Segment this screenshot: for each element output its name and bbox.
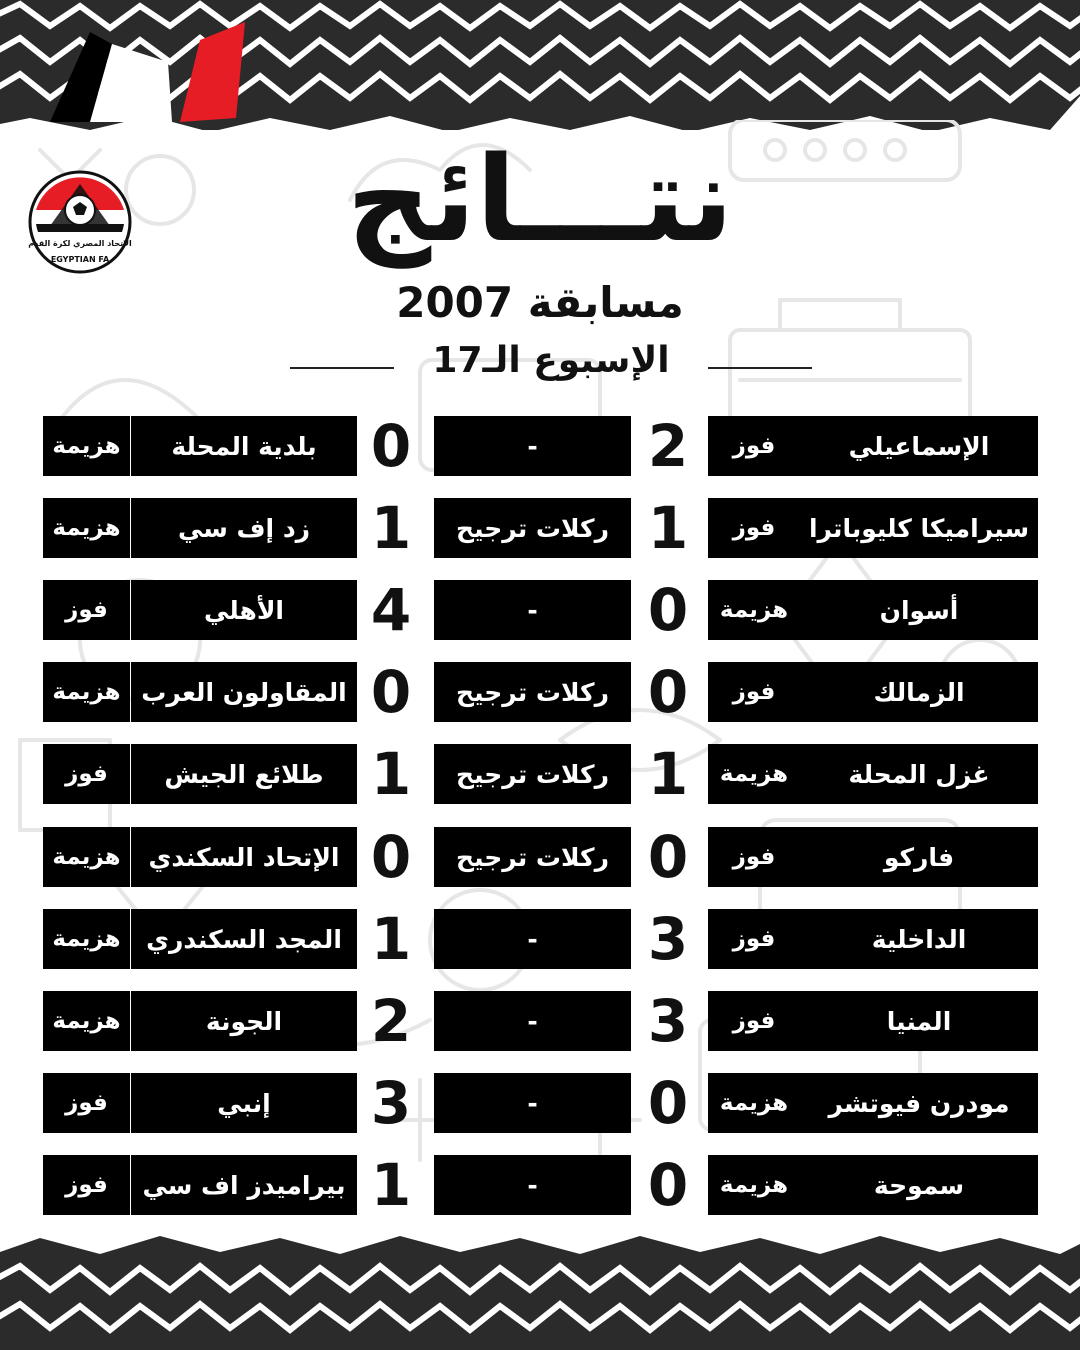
away-score: 4: [370, 576, 412, 644]
home-result: فوز: [708, 498, 800, 558]
home-score: 0: [647, 658, 689, 726]
match-row: [43, 740, 1038, 808]
home-score: 1: [647, 740, 689, 808]
home-result: فوز: [708, 827, 800, 887]
match-note: -: [434, 909, 631, 969]
home-result: فوز: [708, 909, 800, 969]
away-result: هزيمة: [43, 909, 130, 969]
away-team: طلائع الجيش: [131, 744, 357, 804]
match-row: [43, 494, 1038, 562]
home-result: هزيمة: [708, 580, 800, 640]
match-note: ركلات ترجيح: [434, 744, 631, 804]
week-label: الإسبوع الـ17: [432, 340, 670, 381]
home-team: الإسماعيلي: [800, 416, 1038, 476]
away-score: 2: [370, 987, 412, 1055]
away-score: 3: [370, 1069, 412, 1137]
match-row: [43, 412, 1038, 480]
match-note: -: [434, 991, 631, 1051]
away-score: 0: [370, 412, 412, 480]
away-result: فوز: [43, 1073, 130, 1133]
home-score: 2: [647, 412, 689, 480]
match-row: [43, 576, 1038, 644]
away-score: 1: [370, 905, 412, 973]
home-team: الزمالك: [800, 662, 1038, 722]
away-score: 0: [370, 658, 412, 726]
home-result: فوز: [708, 991, 800, 1051]
home-score: 0: [647, 1069, 689, 1137]
egypt-flag-icon: [50, 22, 245, 122]
home-team: أسوان: [800, 580, 1038, 640]
away-team: المجد السكندري: [131, 909, 357, 969]
home-team: فاركو: [800, 827, 1038, 887]
home-score: 1: [647, 494, 689, 562]
match-row: [43, 905, 1038, 973]
match-row: [43, 1151, 1038, 1219]
away-team: زد إف سي: [131, 498, 357, 558]
away-result: هزيمة: [43, 662, 130, 722]
match-row: [43, 658, 1038, 726]
match-row: [43, 987, 1038, 1055]
home-score: 3: [647, 987, 689, 1055]
home-score: 0: [647, 576, 689, 644]
bottom-zigzag-band: [0, 1230, 1080, 1350]
divider-right: [708, 367, 812, 369]
away-score: 0: [370, 823, 412, 891]
away-score: 1: [370, 1151, 412, 1219]
away-team: الجونة: [131, 991, 357, 1051]
away-team: بلدية المحلة: [131, 416, 357, 476]
away-result: هزيمة: [43, 991, 130, 1051]
away-result: فوز: [43, 580, 130, 640]
home-score: 3: [647, 905, 689, 973]
match-row: [43, 823, 1038, 891]
home-score: 0: [647, 1151, 689, 1219]
away-result: هزيمة: [43, 827, 130, 887]
home-result: هزيمة: [708, 1155, 800, 1215]
away-score: 1: [370, 740, 412, 808]
home-team: مودرن فيوتشر: [800, 1073, 1038, 1133]
match-note: -: [434, 1155, 631, 1215]
home-result: هزيمة: [708, 744, 800, 804]
match-note: ركلات ترجيح: [434, 498, 631, 558]
competition-label: مسابقة 2007: [396, 278, 684, 327]
away-result: هزيمة: [43, 498, 130, 558]
match-note: ركلات ترجيح: [434, 827, 631, 887]
away-result: فوز: [43, 1155, 130, 1215]
home-result: فوز: [708, 416, 800, 476]
home-result: هزيمة: [708, 1073, 800, 1133]
home-team: المنيا: [800, 991, 1038, 1051]
match-note: -: [434, 1073, 631, 1133]
home-team: غزل المحلة: [800, 744, 1038, 804]
page-title: نتـــائج: [346, 130, 734, 268]
home-team: الداخلية: [800, 909, 1038, 969]
away-team: الأهلي: [131, 580, 357, 640]
home-team: سموحة: [800, 1155, 1038, 1215]
svg-text:EGYPTIAN FA: EGYPTIAN FA: [50, 255, 110, 264]
match-note: ركلات ترجيح: [434, 662, 631, 722]
match-note: -: [434, 580, 631, 640]
match-row: [43, 1069, 1038, 1137]
away-team: إنبي: [131, 1073, 357, 1133]
svg-text:الاتحاد المصري لكرة القدم: الاتحاد المصري لكرة القدم: [28, 239, 132, 248]
away-result: فوز: [43, 744, 130, 804]
away-team: بيراميدز اف سي: [131, 1155, 357, 1215]
away-team: المقاولون العرب: [131, 662, 357, 722]
match-note: -: [434, 416, 631, 476]
away-result: هزيمة: [43, 416, 130, 476]
away-team: الإتحاد السكندي: [131, 827, 357, 887]
home-score: 0: [647, 823, 689, 891]
week-heading: [290, 340, 812, 386]
home-team: سيراميكا كليوباترا: [800, 498, 1038, 558]
home-result: فوز: [708, 662, 800, 722]
away-score: 1: [370, 494, 412, 562]
